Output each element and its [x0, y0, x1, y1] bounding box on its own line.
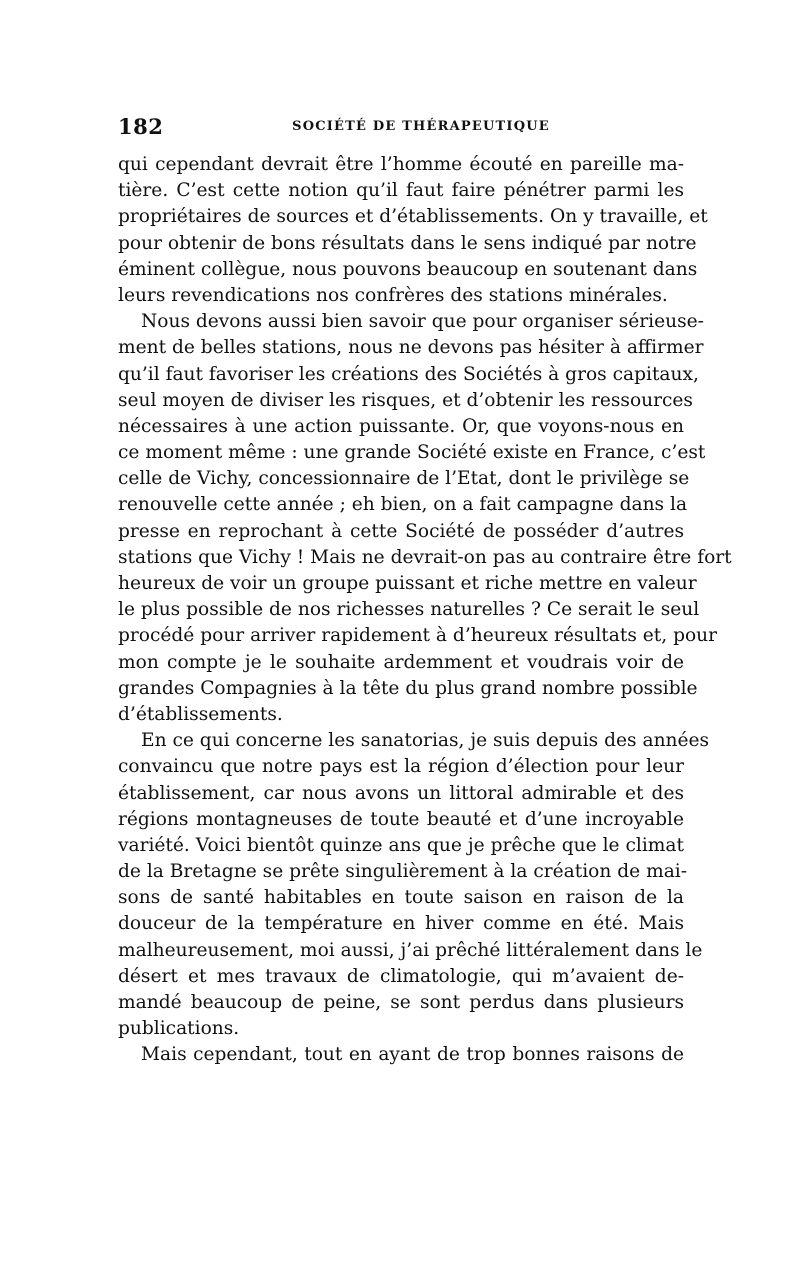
- text-line: presse en reprochant à cette Société de posséder d’autres: [118, 520, 684, 542]
- text-line: mandé beaucoup de peine, se sont perdus dans plusieurs: [118, 992, 684, 1013]
- text-line: d’établissements.: [118, 703, 283, 725]
- text-line: grandes Compagnies à la tête du plus grand nombre possible: [118, 677, 698, 699]
- text-line: éminent collègue, nous pouvons beaucoup en soutenant dans: [118, 258, 698, 280]
- paragraph: [118, 152, 708, 309]
- text-line: malheureusement, moi aussi, j’ai prêché littéralement dans le: [118, 939, 703, 961]
- text-line: régions montagneuses de toute beauté et d’une incroyable: [118, 808, 684, 830]
- text-line: de la Bretagne se prête singulièrement à la création de mai-: [118, 861, 688, 883]
- text-line: procédé pour arriver rapidement à d’heureux résultats et, pour: [118, 625, 718, 647]
- text-line: stations que Vichy ! Mais ne devrait-on pas au contraire être fort: [118, 546, 732, 568]
- text-line: leurs revendications nos confrères des stations minérales.: [118, 284, 668, 306]
- text-line: En ce qui concerne les sanatorias, je suis depuis des années: [141, 730, 710, 752]
- text-line: renouvelle cette année ; eh bien, on a fait campagne dans la: [118, 494, 688, 516]
- text-line: variété. Voici bientôt quinze ans que je prêche que le climat: [118, 834, 684, 856]
- text-line: publications.: [118, 1018, 240, 1040]
- running-title: SOCIÉTÉ DE THÉRAPEUTIQUE: [292, 119, 550, 134]
- text-line: Nous devons aussi bien savoir que pour organiser sérieuse-: [141, 311, 704, 333]
- text-line: sons de santé habitables en toute saison en raison de la: [118, 887, 684, 909]
- paragraph: [118, 728, 710, 1042]
- text-line: qu’il faut favoriser les créations des Sociétés à gros capitaux,: [118, 363, 699, 385]
- text-line: établissement, car nous avons un littoral admirable et des: [118, 782, 684, 804]
- page-header: [118, 114, 684, 144]
- body-text: [118, 152, 732, 1069]
- text-line: celle de Vichy, concessionnaire de l’Etat, dont le privilège se: [118, 468, 690, 490]
- text-line: convaincu que notre pays est la région d’élection pour leur: [118, 756, 684, 778]
- paragraph: [118, 1042, 684, 1068]
- text-line: douceur de la température en hiver comme en été. Mais: [118, 913, 684, 935]
- text-line: qui cependant devrait être l’homme écouté en pareille ma-: [118, 154, 684, 175]
- text-line: ment de belles stations, nous ne devons pas hésiter à affirmer: [118, 337, 704, 359]
- text-line: nécessaires à une action puissante. Or, que voyons-nous en: [118, 415, 684, 437]
- paragraph: [118, 309, 732, 728]
- text-line: désert et mes travaux de climatologie, qui m’avaient de-: [118, 965, 684, 987]
- text-line: ce moment même : une grande Société existe en France, c’est: [118, 442, 706, 464]
- text-line: heureux de voir un groupe puissant et riche mettre en valeur: [118, 573, 697, 594]
- text-line: mon compte je le souhaite ardemment et voudrais voir de: [118, 651, 684, 673]
- text-line: tière. C’est cette notion qu’il faut faire pénétrer parmi les: [118, 180, 684, 202]
- text-line: propriétaires de sources et d’établissements. On y travaille, et: [118, 206, 708, 228]
- text-line: le plus possible de nos richesses naturelles ? Ce serait le seul: [118, 599, 700, 621]
- page-number: 182: [118, 114, 164, 139]
- text-line: seul moyen de diviser les risques, et d’obtenir les ressources: [118, 389, 693, 411]
- text-line: Mais cependant, tout en ayant de trop bonnes raisons de: [141, 1044, 684, 1066]
- text-line: pour obtenir de bons résultats dans le sens indiqué par notre: [118, 232, 697, 254]
